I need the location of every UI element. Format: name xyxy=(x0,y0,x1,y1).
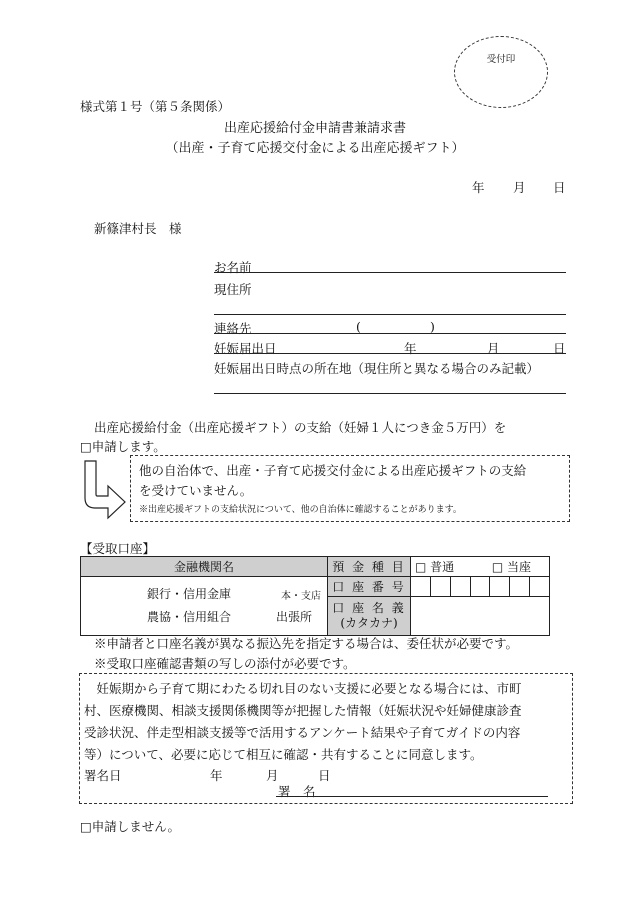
date-month-label: 月 xyxy=(513,180,526,195)
stamp-label: 受付印 xyxy=(486,54,516,65)
pregnancy-date-field[interactable] xyxy=(214,353,566,354)
type-regular-checkbox[interactable]: □ 普通 xyxy=(415,560,455,574)
notice-line-1: 他の自治体で、出産・子育て応援交付金による出産応援ギフトの支給 xyxy=(139,463,527,478)
arrow-icon xyxy=(80,460,128,524)
consent-line-3: 受診状況、伴走型相談支援等で活用するアンケート結果や子育てガイドの内容 xyxy=(84,725,521,740)
consent-line-4: 等）について、必要に応じて相互に確認・共有することに同意します。 xyxy=(84,747,483,762)
account-name-label: 口 座 名 義 xyxy=(332,601,406,615)
coop-line: 農協・信用組合 xyxy=(147,610,232,624)
bank-line: 銀行・信用金庫 xyxy=(147,587,232,601)
notice-box xyxy=(130,455,570,522)
type-current-checkbox[interactable]: □ 当座 xyxy=(491,560,531,574)
consent-line-1: 妊娠期から子育て期にわたる切れ目のない支援に必要となる場合には、市町 xyxy=(84,681,522,696)
sign-month-label: 月 xyxy=(266,768,279,783)
deposit-type-options[interactable] xyxy=(411,557,550,577)
addressee: 新篠津村長 様 xyxy=(94,221,182,236)
consent-box xyxy=(79,673,573,804)
institution-header: 金融機関名 xyxy=(81,557,328,577)
digit-box[interactable] xyxy=(411,577,431,596)
address-label: 現住所 xyxy=(214,282,252,297)
pregnancy-address-field[interactable] xyxy=(214,393,566,394)
digit-box[interactable] xyxy=(490,577,510,596)
digit-box[interactable] xyxy=(470,577,490,596)
account-heading: 【受取口座】 xyxy=(80,541,156,556)
decline-checkbox[interactable]: □申請しません。 xyxy=(80,819,181,834)
note-1: ※申請者と口座名義が異なる振込先を指定する場合は、委任状が必要です。 xyxy=(94,636,519,651)
pregnancy-day-label: 日 xyxy=(553,341,566,356)
signature-label: 署 名 xyxy=(278,784,316,799)
contact-paren-open: ( xyxy=(356,319,361,334)
institution-cell[interactable] xyxy=(81,577,328,636)
notice-line-2: を受けていません。 xyxy=(139,483,253,498)
note-2: ※受取口座確認書類の写しの添付が必要です。 xyxy=(94,656,356,671)
digit-box[interactable] xyxy=(510,577,530,596)
name-field[interactable] xyxy=(214,272,566,273)
date-year-label: 年 xyxy=(472,180,485,195)
pregnancy-month-label: 月 xyxy=(487,341,500,356)
address-field[interactable] xyxy=(214,314,566,315)
sign-date-label: 署名日 xyxy=(84,768,122,783)
form-subtitle: （出産・子育て応援交付金による出産応援ギフト） xyxy=(165,141,465,156)
reception-stamp-area xyxy=(454,36,548,108)
pregnancy-date-label: 妊娠届出日 xyxy=(214,341,277,356)
bank-account-table xyxy=(80,556,550,636)
signature-field[interactable] xyxy=(276,796,548,797)
digit-box[interactable] xyxy=(431,577,451,596)
contact-field[interactable] xyxy=(214,333,566,334)
account-name-kana: (カタカナ) xyxy=(340,616,398,630)
account-number-label: 口 座 番 号 xyxy=(328,577,411,597)
digit-box[interactable] xyxy=(529,577,549,596)
pregnancy-address-label: 妊娠届出日時点の所在地（現住所と異なる場合のみ記載） xyxy=(214,361,540,376)
form-number: 様式第１号（第５条関係） xyxy=(80,99,231,114)
form-title: 出産応援給付金申請書兼請求書 xyxy=(223,121,406,136)
digit-box[interactable] xyxy=(450,577,470,596)
contact-paren-close: ) xyxy=(430,319,435,334)
contact-label: 連絡先 xyxy=(214,321,252,336)
statement-text: 出産応援給付金（出産応援ギフト）の支給（妊婦１人につき金５万円）を xyxy=(94,420,507,435)
sign-year-label: 年 xyxy=(210,768,223,783)
apply-checkbox[interactable]: □申請します。 xyxy=(80,439,166,454)
account-name-field[interactable] xyxy=(411,597,550,636)
branch-head: 本・支店 xyxy=(281,591,321,602)
branch-office: 出張所 xyxy=(276,610,313,624)
sign-day-label: 日 xyxy=(318,768,331,783)
account-number-field[interactable] xyxy=(411,577,550,597)
name-label: お名前 xyxy=(214,260,252,275)
date-day-label: 日 xyxy=(553,180,566,195)
consent-line-2: 村、医療機関、相談支援関係機関等が把握した情報（妊娠状況や妊婦健康診査 xyxy=(84,703,522,718)
notice-note: ※出産応援ギフトの支給状況について、他の自治体に確認することがあります。 xyxy=(139,505,462,515)
account-name-label-cell xyxy=(328,597,411,636)
deposit-type-label: 預 金 種 目 xyxy=(328,557,411,577)
pregnancy-year-label: 年 xyxy=(404,341,417,356)
